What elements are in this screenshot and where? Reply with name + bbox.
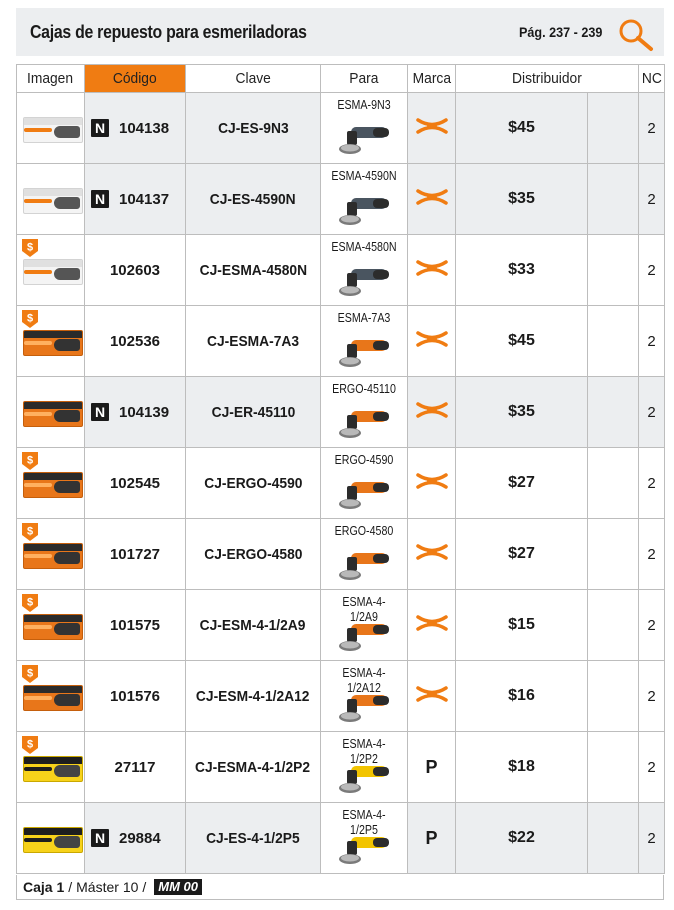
codigo-cell [85, 590, 186, 661]
para-model: ESMA-4580N [331, 239, 397, 254]
clave-cell [186, 306, 321, 377]
empty-cell [588, 93, 639, 164]
para-model: ESMA-4590N [331, 168, 397, 183]
nc-value: 2 [639, 803, 665, 874]
product-image-cell [17, 519, 85, 590]
nc-value: 2 [639, 306, 665, 377]
nc-value: 2 [639, 661, 665, 732]
para-model: ERGO-4590 [334, 452, 394, 467]
clave-cell [186, 235, 321, 306]
table-header-row [17, 65, 665, 93]
clave-value: CJ-ES-4590N [210, 190, 296, 208]
svg-text:$: $ [26, 312, 34, 325]
codigo-value: 102536 [109, 332, 161, 350]
clave-cell [186, 448, 321, 519]
codigo-value: 102545 [109, 474, 161, 492]
grinder-icon [337, 758, 391, 798]
truper-logo-icon [416, 401, 448, 419]
col-codigo: Código [85, 65, 186, 93]
clave-cell [186, 93, 321, 164]
table-row[interactable] [17, 590, 665, 661]
empty-cell [588, 661, 639, 732]
col-clave: Clave [186, 65, 321, 93]
para-cell [321, 590, 408, 661]
distribuidor-price: $18 [456, 732, 588, 803]
marca-cell [408, 164, 456, 235]
para-model: ESMA-4-1/2A12 [342, 665, 386, 695]
nc-value: 2 [639, 732, 665, 803]
clave-cell [186, 803, 321, 874]
clave-cell [186, 164, 321, 235]
para-model: ESMA-9N3 [337, 97, 391, 112]
product-image-cell [17, 661, 85, 732]
clave-value: CJ-ESMA-4-1/2P2 [195, 758, 311, 776]
empty-cell [588, 590, 639, 661]
box-image [23, 827, 83, 853]
box-image [23, 472, 83, 498]
grinder-icon [337, 829, 391, 869]
empty-cell [588, 377, 639, 448]
box-image [23, 401, 83, 427]
new-badge-icon: N [91, 829, 109, 847]
para-cell [321, 803, 408, 874]
para-model: ERGO-45110 [332, 381, 396, 396]
marca-cell [408, 448, 456, 519]
para-cell [321, 164, 408, 235]
table-row[interactable] [17, 306, 665, 377]
table-row[interactable] [17, 448, 665, 519]
codigo-value: 101727 [109, 545, 161, 563]
mm-badge: MM 00 [154, 879, 202, 895]
nc-value: 2 [639, 93, 665, 164]
para-cell [321, 235, 408, 306]
truper-logo-icon [416, 330, 448, 348]
table-row[interactable] [17, 661, 665, 732]
table-row[interactable] [17, 519, 665, 590]
nc-value: 2 [639, 590, 665, 661]
codigo-cell [85, 235, 186, 306]
svg-text:$: $ [26, 738, 34, 751]
codigo-cell [85, 732, 186, 803]
col-para: Para [321, 65, 408, 93]
clave-cell [186, 661, 321, 732]
marca-cell [408, 519, 456, 590]
clave-value: CJ-ES-4-1/2P5 [206, 829, 300, 847]
codigo-value: 104138 [119, 119, 170, 137]
para-model: ESMA-4-1/2P5 [342, 807, 386, 837]
codigo-value: 101575 [109, 616, 161, 634]
svg-text:$: $ [26, 241, 34, 254]
truper-logo-icon [416, 472, 448, 490]
clave-value: CJ-ESM-4-1/2A9 [200, 616, 306, 634]
svg-text:$: $ [26, 667, 34, 680]
para-model: ERGO-4580 [334, 523, 394, 538]
product-image-cell [17, 448, 85, 519]
pretul-brand: P [425, 827, 438, 848]
page-header [16, 8, 664, 56]
price-tag-icon [21, 522, 39, 542]
para-cell [321, 306, 408, 377]
price-tag-icon [21, 451, 39, 471]
product-image-cell [17, 306, 85, 377]
empty-cell [588, 732, 639, 803]
price-tag-icon [21, 593, 39, 613]
caja-label: Caja 1 [23, 879, 65, 895]
codigo-cell [85, 519, 186, 590]
para-cell [321, 661, 408, 732]
box-image [23, 117, 83, 143]
box-image [23, 614, 83, 640]
svg-text:$: $ [26, 525, 34, 538]
marca-cell [408, 93, 456, 164]
grinder-icon [337, 616, 391, 656]
empty-cell [588, 306, 639, 377]
col-nc: NC [639, 65, 665, 93]
para-cell [321, 732, 408, 803]
codigo-value: 104137 [119, 190, 170, 208]
clave-cell [186, 732, 321, 803]
codigo-value: 104139 [119, 403, 170, 421]
distribuidor-price: $22 [456, 803, 588, 874]
marca-cell [408, 803, 456, 874]
grinder-icon [337, 545, 391, 585]
grinder-icon [337, 119, 391, 159]
product-image-cell [17, 235, 85, 306]
box-image [23, 543, 83, 569]
codigo-cell [85, 164, 186, 235]
clave-cell [186, 590, 321, 661]
grinder-icon [337, 190, 391, 230]
product-image-cell [17, 803, 85, 874]
new-badge-icon: N [91, 403, 109, 421]
codigo-cell [85, 377, 186, 448]
grinder-icon [337, 687, 391, 727]
clave-value: CJ-ER-45110 [211, 403, 295, 421]
table-row[interactable] [17, 803, 665, 874]
truper-logo-icon [416, 259, 448, 277]
new-badge-icon: N [91, 119, 109, 137]
distribuidor-price: $45 [456, 306, 588, 377]
distribuidor-price: $27 [456, 448, 588, 519]
box-image [23, 330, 83, 356]
product-image-cell [17, 164, 85, 235]
truper-logo-icon [416, 543, 448, 561]
para-cell [321, 519, 408, 590]
truper-logo-icon [416, 685, 448, 703]
clave-cell [186, 519, 321, 590]
truper-logo-icon [416, 188, 448, 206]
empty-cell [588, 803, 639, 874]
grinder-icon [337, 332, 391, 372]
table-row[interactable] [17, 93, 665, 164]
nc-value: 2 [639, 235, 665, 306]
nc-value: 2 [639, 448, 665, 519]
codigo-cell [85, 448, 186, 519]
truper-logo-icon [416, 614, 448, 632]
clave-value: CJ-ESMA-7A3 [206, 332, 300, 350]
grinder-icon [337, 474, 391, 514]
svg-text:$: $ [26, 596, 34, 609]
para-model: ESMA-7A3 [337, 310, 391, 325]
codigo-cell [85, 93, 186, 164]
distribuidor-price: $33 [456, 235, 588, 306]
para-cell [321, 377, 408, 448]
product-image-cell [17, 732, 85, 803]
marca-cell [408, 306, 456, 377]
product-image-cell [17, 590, 85, 661]
footer-bar: Caja 1 / Máster 10 / MM 00 [16, 875, 664, 900]
table-row[interactable] [17, 235, 665, 306]
page-reference: Pág. 237 - 239 [519, 24, 603, 40]
distribuidor-price: $16 [456, 661, 588, 732]
box-image [23, 756, 83, 782]
clave-value: CJ-ESM-4-1/2A12 [196, 687, 310, 705]
pretul-brand: P [425, 756, 438, 777]
svg-text:$: $ [26, 454, 34, 467]
table-row[interactable] [17, 377, 665, 448]
nc-value: 2 [639, 377, 665, 448]
product-table [16, 64, 665, 874]
distribuidor-price: $27 [456, 519, 588, 590]
page-title: Cajas de repuesto para esmeriladoras [30, 22, 307, 42]
marca-cell [408, 590, 456, 661]
price-tag-icon [21, 309, 39, 329]
col-imagen: Imagen [17, 65, 85, 93]
table-row[interactable] [17, 164, 665, 235]
price-tag-icon [21, 735, 39, 755]
table-row[interactable] [17, 732, 665, 803]
codigo-value: 29884 [119, 829, 161, 847]
clave-cell [186, 377, 321, 448]
search-icon[interactable] [616, 17, 656, 53]
clave-value: CJ-ERGO-4580 [203, 545, 303, 563]
distribuidor-price: $45 [456, 93, 588, 164]
box-image [23, 685, 83, 711]
product-image-cell [17, 377, 85, 448]
codigo-value: 102603 [109, 261, 161, 279]
codigo-value: 101576 [109, 687, 161, 705]
price-tag-icon [21, 664, 39, 684]
codigo-cell [85, 661, 186, 732]
para-cell [321, 448, 408, 519]
price-tag-icon [21, 238, 39, 258]
col-distribuidor: Distribuidor [456, 65, 639, 93]
distribuidor-price: $35 [456, 377, 588, 448]
grinder-icon [337, 403, 391, 443]
col-marca: Marca [408, 65, 456, 93]
marca-cell [408, 377, 456, 448]
empty-cell [588, 164, 639, 235]
master-label: Máster 10 [76, 879, 139, 895]
box-image [23, 259, 83, 285]
marca-cell [408, 732, 456, 803]
box-image [23, 188, 83, 214]
codigo-cell [85, 803, 186, 874]
clave-value: CJ-ES-9N3 [217, 119, 289, 137]
clave-value: CJ-ESMA-4580N [199, 261, 307, 279]
nc-value: 2 [639, 164, 665, 235]
clave-value: CJ-ERGO-4590 [203, 474, 303, 492]
new-badge-icon: N [91, 190, 109, 208]
para-model: ESMA-4-1/2P2 [342, 736, 386, 766]
nc-value: 2 [639, 519, 665, 590]
truper-logo-icon [416, 117, 448, 135]
empty-cell [588, 235, 639, 306]
marca-cell [408, 235, 456, 306]
empty-cell [588, 448, 639, 519]
empty-cell [588, 519, 639, 590]
codigo-value: 27117 [114, 758, 156, 776]
grinder-icon [337, 261, 391, 301]
para-cell [321, 93, 408, 164]
marca-cell [408, 661, 456, 732]
para-model: ESMA-4-1/2A9 [342, 594, 386, 624]
codigo-cell [85, 306, 186, 377]
distribuidor-price: $15 [456, 590, 588, 661]
product-image-cell [17, 93, 85, 164]
distribuidor-price: $35 [456, 164, 588, 235]
